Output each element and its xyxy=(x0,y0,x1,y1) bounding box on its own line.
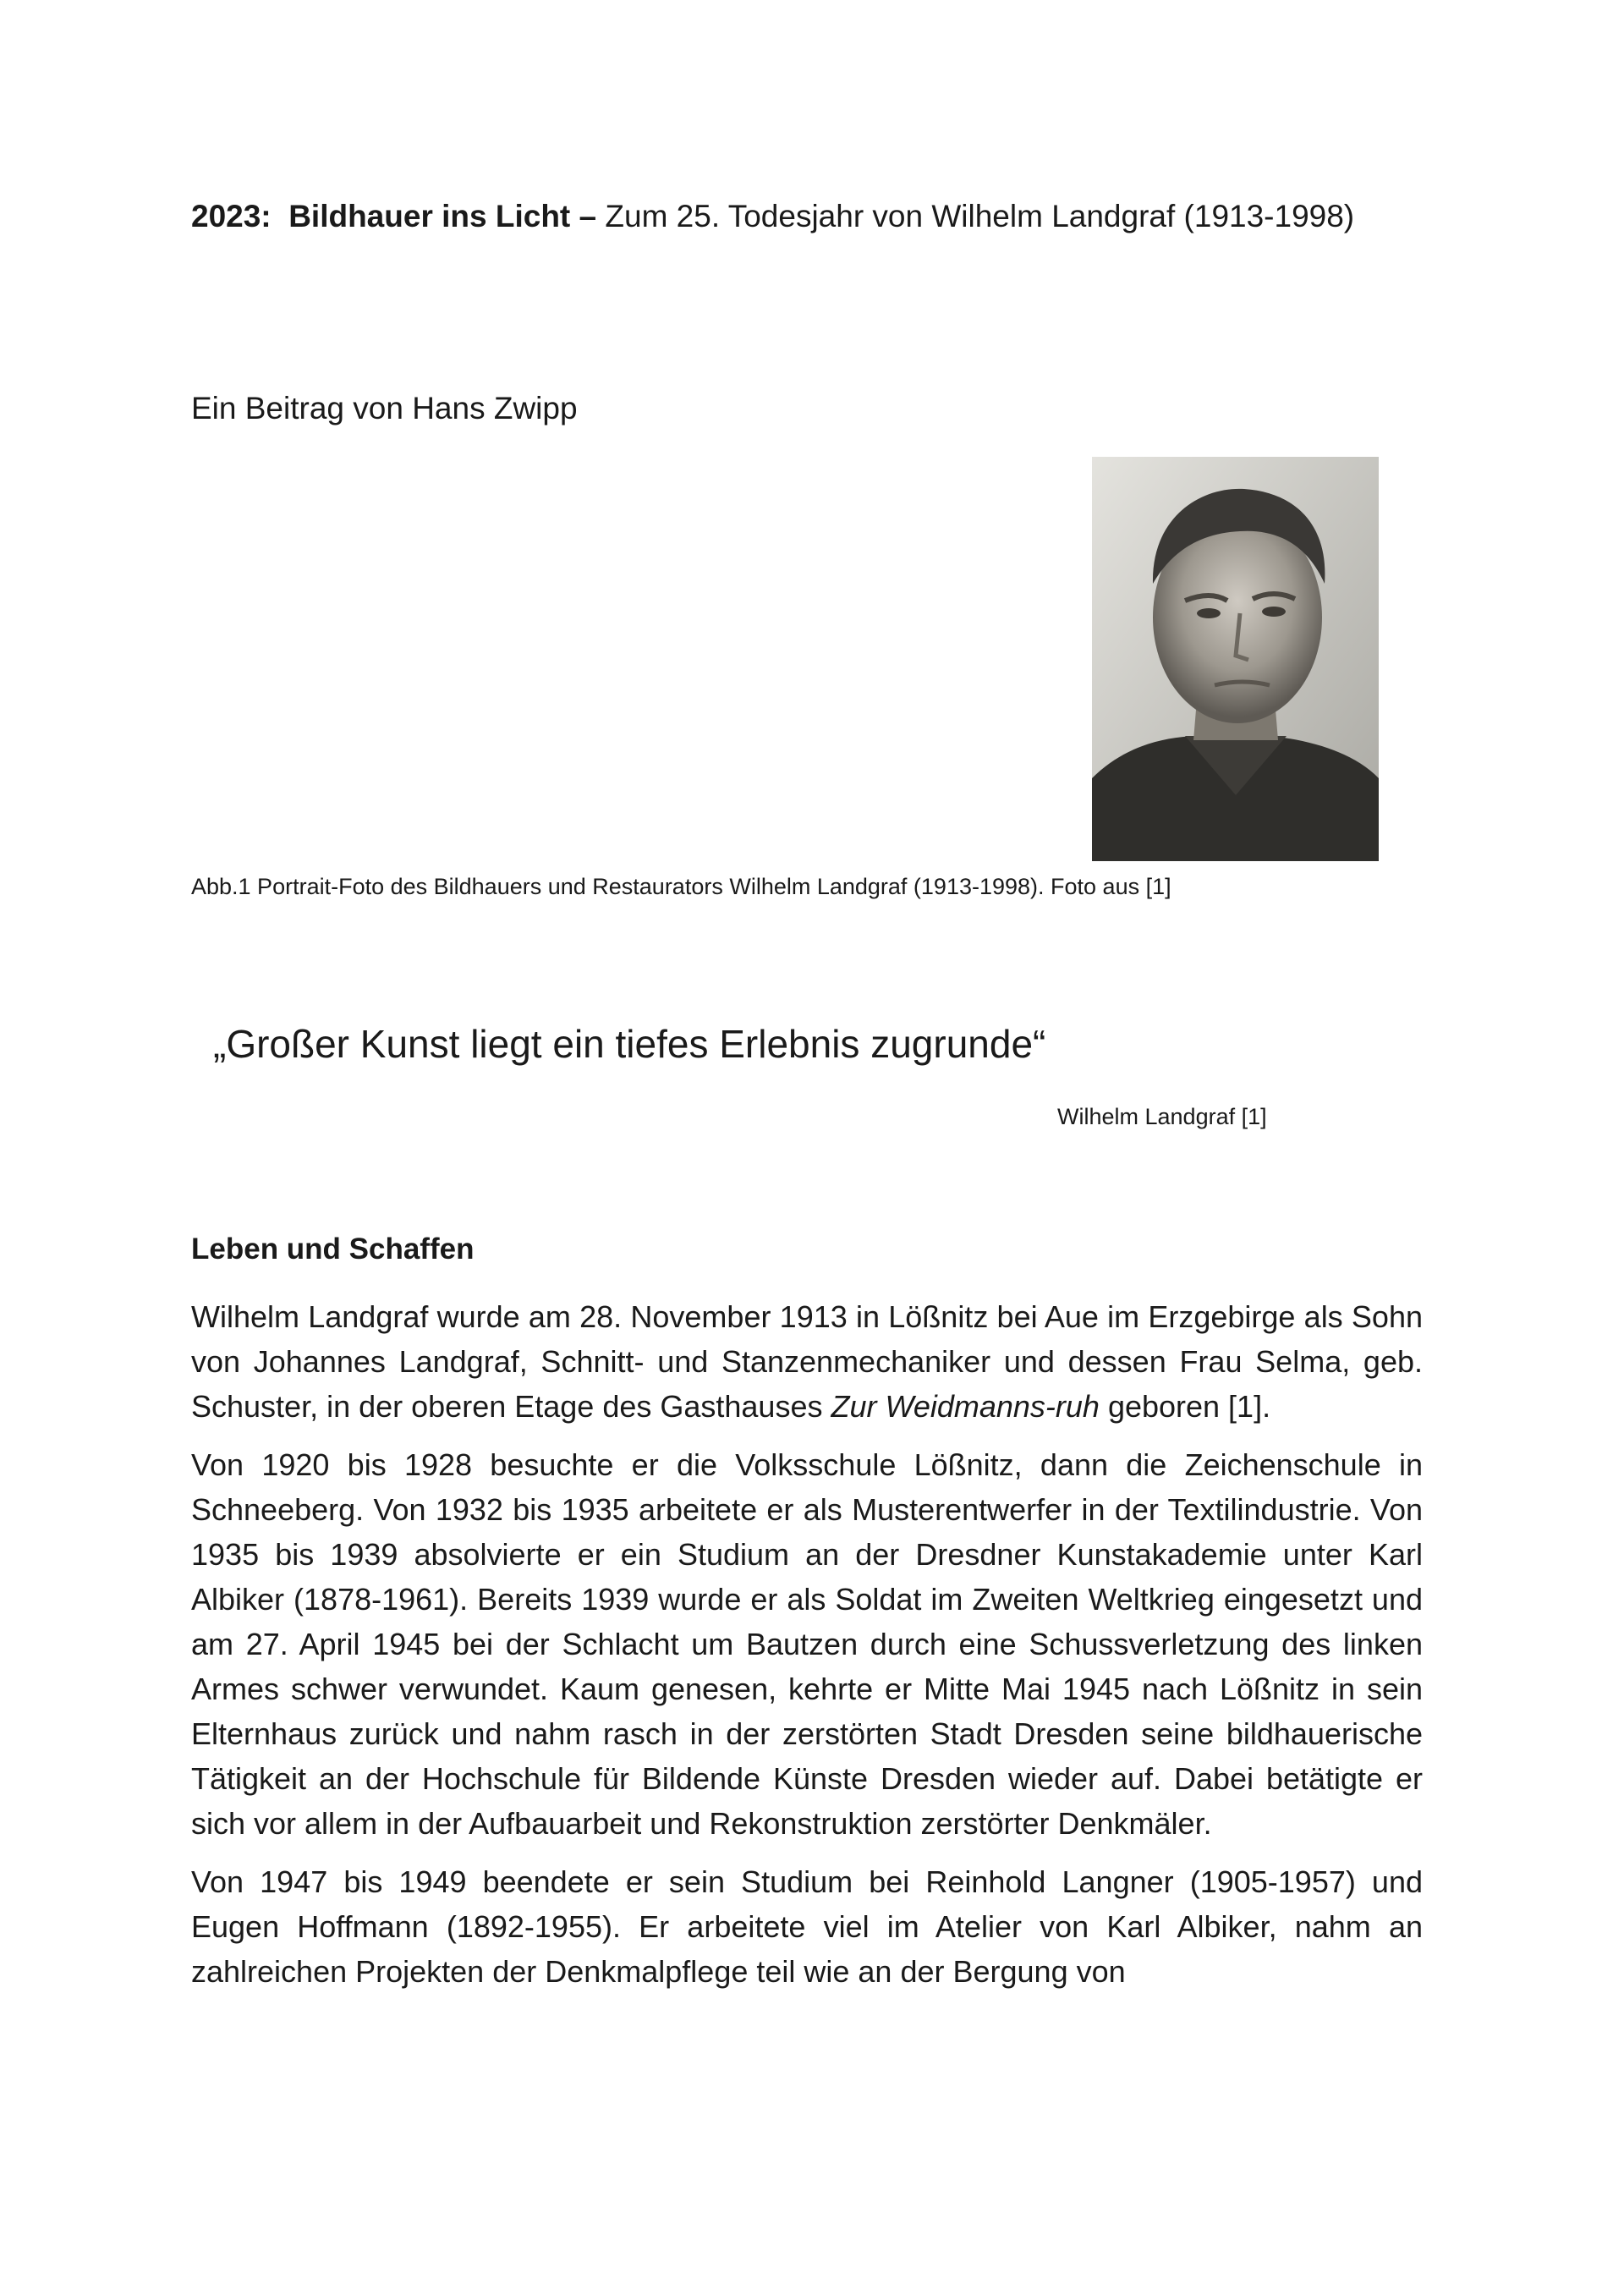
title-bold: Bildhauer ins Licht – xyxy=(288,199,597,233)
portrait-figure xyxy=(1092,457,1379,861)
paragraph-1-italic: Zur Weidmanns-ruh xyxy=(831,1389,1100,1424)
portrait-photo xyxy=(1092,457,1379,861)
author-byline: Ein Beitrag von Hans Zwipp xyxy=(191,391,578,426)
quote-text: „Großer Kunst liegt ein tiefes Erlebnis zugrunde“ xyxy=(213,1022,1046,1066)
title-year: 2023: xyxy=(191,199,272,233)
paragraph-2: Von 1920 bis 1928 besuchte er die Volksschule Lößnitz, dann die Zeichenschule in Schneeberg. Von 1932 bis 1935 arbeitete er als Musterentwerfer in der Textilindustrie. Von 1935 bis 1939 absolvierte er ein Studium an der Dresdner Kunstakademie unter Karl Albiker (1878-1961). Bereits 1939 wurde er als Soldat im Zweiten Weltkrieg eingesetzt und am 27. April 1945 bei der Schlacht um Bautzen durch eine Schussverletzung des linken Armes schwer verwundet. Kaum genesen, kehrte er Mitte Mai 1945 nach Lößnitz in sein Elternhaus zurück und nahm rasch in der zerstörten Stadt Dresden seine bildhauerische Tätigkeit an der Hochschule für Bildende Künste Dresden wieder auf. Dabei betätigte er sich vor allem in der Aufbauarbeit und Rekonstruktion zerstörter Denkmäler. xyxy=(191,1447,1423,1841)
title-rest: Zum 25. Todesjahr von Wilhelm Landgraf (1913-1998) xyxy=(605,199,1355,233)
paragraph-1-part-2: geboren [1]. xyxy=(1099,1389,1271,1424)
section-heading: Leben und Schaffen xyxy=(191,1233,475,1266)
paragraph-1-part-1: Wilhelm Landgraf wurde am 28. November 1913 in Lößnitz bei Aue im Erzgebirge als Sohn von Johannes Landgraf, Schnitt- und Stanzenmechaniker und dessen Frau Selma, geb. Schuster, in der oberen Etage des Gasthauses xyxy=(191,1299,1423,1424)
paragraph-1 xyxy=(191,1294,1423,1429)
quote-source: Wilhelm Landgraf [1] xyxy=(1057,1104,1267,1129)
figure-caption: Abb.1 Portrait-Foto des Bildhauers und Restaurators Wilhelm Landgraf (1913-1998). Foto aus [1] xyxy=(191,874,1171,899)
article-title xyxy=(191,191,1392,242)
paragraph-3: Von 1947 bis 1949 beendete er sein Studium bei Reinhold Langner (1905-1957) und Eugen Hoffmann (1892-1955). Er arbeitete viel im Atelier von Karl Albiker, nahm an zahlreichen Projekten der Denkmalpflege teil wie an der Bergung von xyxy=(191,1864,1423,1989)
body-text xyxy=(191,1294,1423,2007)
